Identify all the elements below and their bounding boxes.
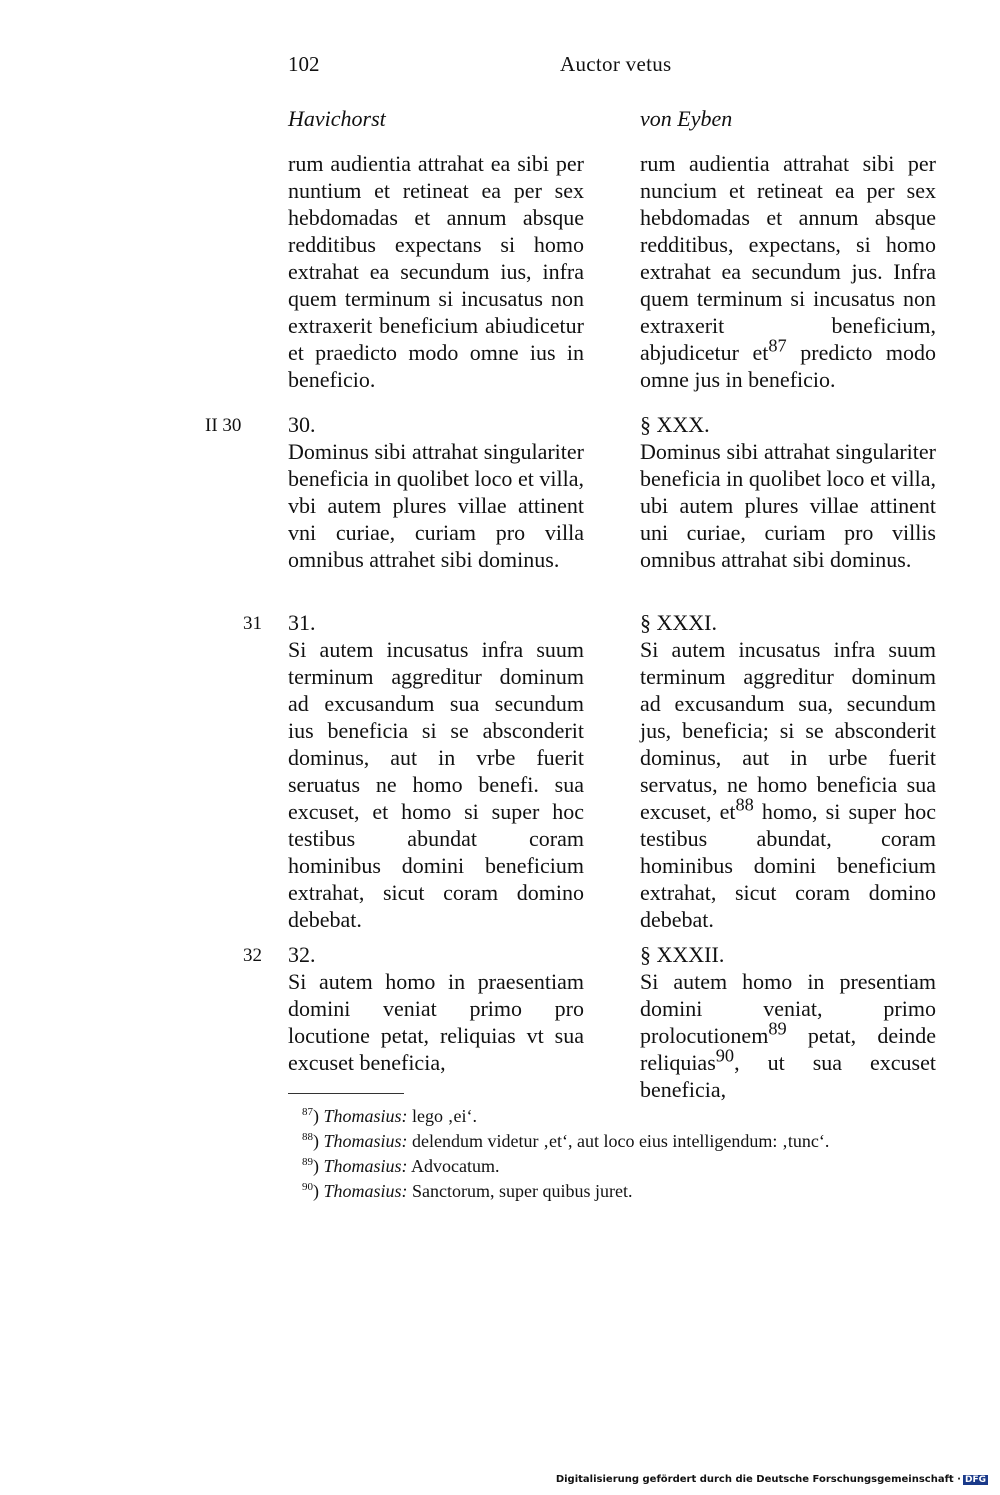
page-number: 102 [288, 52, 320, 76]
left-section-32-number: 32. [288, 942, 316, 967]
right-column-heading: von Eyben [640, 106, 733, 131]
right-section-30-text: Dominus sibi attrahat singulariter beneficia in quolibet loco et villa, ubi autem plures villae attinent uni curiae, curiam pro villis omnibus attrahat sibi dominus. [640, 439, 936, 572]
right-section-31 [640, 609, 936, 933]
footnote-ref-90: 90 [715, 1045, 735, 1066]
right-continuation [640, 150, 936, 393]
left-section-30-text: Dominus sibi attrahat singulariter beneficia in quolibet loco et villa, vbi autem plures villae attinent vni curiae, curiam pro villa omnibus attrahet sibi dominus. [288, 439, 584, 572]
right-section-31-number: § XXXI. [640, 610, 717, 635]
footnote-89: $^{89}$) Thomasius: Advocatum. [302, 1156, 500, 1176]
margin-number-31: 31 [243, 613, 262, 634]
left-continuation [288, 150, 584, 393]
footnote-ref-87: 87 [768, 335, 787, 356]
right-section-32-text: Si autem homo in presentiam domini veniat, primo prolocutionem$^{89}$ petat, deinde reliquias$^{90}$, ut sua excuset beneficia, [640, 969, 936, 1102]
footnote-88: $^{88}$) Thomasius: delendum videtur ‚et‘, aut loco eius intelligendum: ‚tunc‘. [302, 1131, 830, 1151]
left-section-30-number: 30. [288, 412, 316, 437]
footnote-87: $^{87}$) Thomasius: lego ‚ei‘. [302, 1106, 477, 1126]
right-continuation-text: rum audientia attrahat sibi per nuncium et retineat ea per sex hebdomadas et annum absque redditibus, expectans, si homo extrahat ea secundum jus. Infra quem terminum si incusatus non extraxerit beneficium, abjudicetur $et^{87}$ predicto modo omne jus in beneficio. [640, 151, 936, 392]
left-section-30 [288, 411, 584, 573]
margin-number-30: II 30 [205, 415, 242, 436]
right-section-31-text: Si autem incusatus infra suum terminum aggreditur dominum ad excusandum sua, secundum jus, beneficia; si se absconderit dominus, aut in urbe fuerit servatus, ne homo beneficia sua excuset, $et^{88}$ homo, si super hoc testibus abundat, coram hominibus domini beneficium extrahat, sicut coram domino debebat. [640, 637, 936, 932]
left-section-32 [288, 941, 584, 1076]
left-column-heading: Havichorst [288, 106, 386, 131]
dfg-logo: DFG [964, 1475, 986, 1485]
right-section-32 [640, 941, 936, 1103]
margin-number-32: 32 [243, 945, 262, 966]
footnote-ref-89: 89 [768, 1018, 787, 1039]
right-section-30-number: § XXX. [640, 412, 710, 437]
left-continuation-text: rum audientia attrahat ea sibi per nuntium et retineat ea per sex hebdomadas et annum absque redditibus expectans si homo extrahat ea secundum ius, infra quem terminum si incusatus non extraxerit beneficium abiudicetur et praedicto modo omne ius in beneficio. [288, 151, 584, 392]
running-title: Auctor vetus [560, 52, 672, 76]
footnote-ref-88: 88 [735, 794, 754, 815]
right-section-30 [640, 411, 936, 573]
left-section-31-number: 31. [288, 610, 316, 635]
left-section-31-text: Si autem incusatus infra suum terminum aggreditur dominum ad excusandum sua secundum ius beneficia si se absconderit dominus, aut in vrbe fuerit seruatus ne homo benefi. sua excuset, et homo si super hoc testibus abundat coram hominibus domini beneficium extrahat, sicut coram domino debebat. [288, 637, 584, 932]
right-section-32-number: § XXXII. [640, 942, 725, 967]
left-section-32-text: Si autem homo in praesentiam domini veniat primo pro locutione petat, reliquias vt sua excuset beneficia, [288, 969, 584, 1075]
footnote-90: $^{90}$) Thomasius: Sanctorum, super quibus juret. [302, 1181, 633, 1201]
footnote-rule [288, 1093, 404, 1094]
digitization-credit: Digitalisierung gefördert durch die Deutsche Forschungsgemeinschaft · DFG [555, 1474, 986, 1485]
left-section-31 [288, 609, 584, 933]
